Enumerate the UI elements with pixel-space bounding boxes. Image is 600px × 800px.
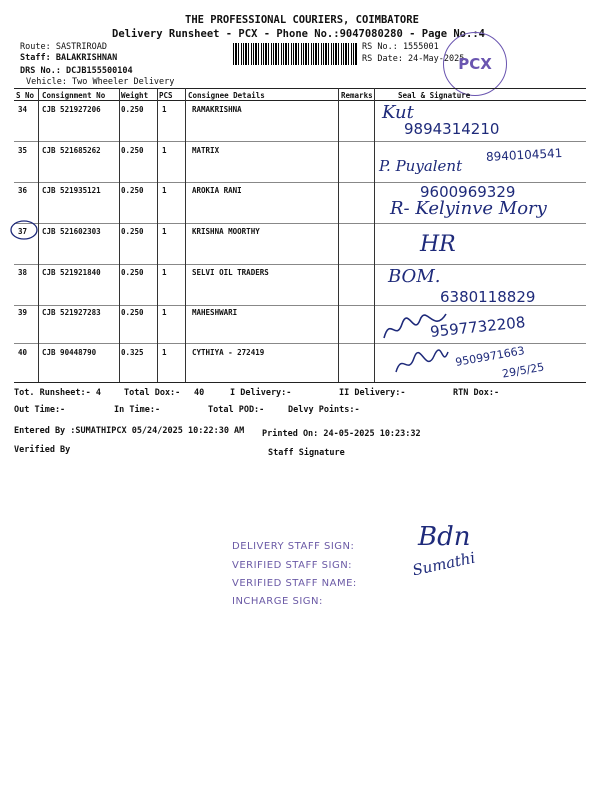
delvy-points: Delvy Points:- — [288, 405, 360, 415]
table-row-cno: CJB 521935121 — [42, 186, 101, 195]
total-pod: Total POD:- — [208, 405, 265, 415]
table-row-pcs: 1 — [162, 308, 167, 317]
stamp-signature: Bdn — [418, 522, 471, 552]
table-row-cno: CJB 521927206 — [42, 105, 101, 114]
table-row-cno: CJB 521602303 — [42, 227, 101, 236]
table-row-weight: 0.325 — [121, 348, 144, 357]
handwritten-signature: P. Puyalent — [379, 157, 463, 175]
table-row-weight: 0.250 — [121, 268, 144, 277]
table-top-border — [14, 88, 586, 89]
table-row-consignee: AROKIA RANI — [192, 186, 242, 195]
table-bottom-border — [14, 382, 586, 383]
vehicle-label: Vehicle: Two Wheeler Delivery — [26, 77, 175, 87]
runsheet-subtitle: Delivery Runsheet - PCX - Phone No.:9047080280 - Page No.:4 — [112, 28, 485, 40]
table-row-sno: 38 — [18, 268, 28, 277]
table-row-cno: CJB 521921840 — [42, 268, 101, 277]
table-row-weight: 0.250 — [121, 146, 144, 155]
ii-delivery: II Delivery:- — [339, 388, 406, 398]
table-row-pcs: 1 — [162, 146, 167, 155]
rs-date: RS Date: 24-May-2025 — [362, 54, 465, 64]
handwritten-signature: HR — [420, 232, 456, 257]
handwritten-signature: BOM. — [388, 266, 441, 287]
handwritten-date: 29/5/25 — [501, 360, 546, 381]
col-consignment: Consignment No — [42, 91, 106, 100]
table-row-pcs: 1 — [162, 186, 167, 195]
table-row-cno: CJB 90448790 — [42, 348, 97, 357]
table-row-pcs: 1 — [162, 105, 167, 114]
stamp-verified-staff-name: VERIFIED STAFF NAME: — [232, 578, 357, 589]
i-delivery: I Delivery:- — [230, 388, 292, 398]
pcx-stamp: PCX — [443, 32, 507, 96]
tot-runsheet: Tot. Runsheet:- 4 — [14, 388, 101, 398]
handwritten-signature: R- Kelyinve Mory — [390, 198, 547, 219]
table-row-sno: 39 — [18, 308, 28, 317]
table-row-weight: 0.250 — [121, 186, 144, 195]
handwritten-phone: 9597732208 — [429, 313, 527, 341]
out-time: Out Time:- — [14, 405, 66, 415]
handwritten-signature: Kut — [382, 102, 414, 123]
table-row-pcs: 1 — [162, 348, 167, 357]
table-row-cno: CJB 521927283 — [42, 308, 101, 317]
table-row-weight: 0.250 — [121, 308, 144, 317]
entered-by: Entered By :SUMATHIPCX 05/24/2025 10:22:30 AM — [14, 426, 245, 436]
stamp-incharge-sign: INCHARGE SIGN: — [232, 596, 323, 607]
table-row-consignee: SELVI OIL TRADERS — [192, 268, 269, 277]
table-row-sno: 35 — [18, 146, 28, 155]
staff-label: Staff: BALAKRISHNAN — [20, 53, 118, 63]
stamp-delivery-staff-sign: DELIVERY STAFF SIGN: — [232, 541, 355, 552]
barcode — [233, 43, 357, 65]
verified-by: Verified By — [14, 445, 71, 455]
handwritten-phone: 9894314210 — [404, 120, 500, 138]
handwritten-phone: 8940104541 — [485, 146, 563, 164]
table-row-consignee: CYTHIYA - 272419 — [192, 348, 265, 357]
table-row-sno: 37 — [18, 227, 28, 236]
route-label: Route: SASTRIROAD — [20, 42, 107, 52]
table-row-sno: 36 — [18, 186, 28, 195]
table-row-weight: 0.250 — [121, 105, 144, 114]
table-row-consignee: RAMAKRISHNA — [192, 105, 242, 114]
col-consignee: Consignee Details — [188, 91, 265, 100]
total-dox-label: Total Dox:- — [124, 388, 181, 398]
table-row-pcs: 1 — [162, 227, 167, 236]
total-dox-value: 40 — [194, 388, 205, 398]
printed-on: Printed On: 24-05-2025 10:23:32 — [262, 429, 421, 439]
stamp-signature-name: Sumathi — [410, 548, 477, 580]
table-row-weight: 0.250 — [121, 227, 144, 236]
stamp-verified-staff-sign: VERIFIED STAFF SIGN: — [232, 560, 353, 571]
table-row-consignee: MATRIX — [192, 146, 220, 155]
handwritten-phone: 9509971663 — [454, 344, 526, 369]
scribble-signature-icon — [390, 346, 450, 380]
staff-signature-label: Staff Signature — [268, 448, 345, 458]
table-row-consignee: KRISHNA MOORTHY — [192, 227, 260, 236]
handwritten-phone: 9600969329 — [420, 183, 516, 201]
table-row-cno: CJB 521685262 — [42, 146, 101, 155]
table-row-pcs: 1 — [162, 268, 167, 277]
table-row-consignee: MAHESHWARI — [192, 308, 238, 317]
rs-no: RS No.: 1555001 — [362, 42, 439, 52]
table-header-border — [14, 100, 586, 101]
col-pcs: PCS — [159, 91, 173, 100]
company-title: THE PROFESSIONAL COURIERS, COIMBATORE — [185, 14, 419, 26]
table-row-sno: 40 — [18, 348, 28, 357]
circle-mark-icon — [9, 219, 39, 241]
handwritten-phone: 6380118829 — [440, 288, 536, 306]
col-sno: S No — [16, 91, 35, 100]
col-remarks: Remarks — [341, 91, 373, 100]
in-time: In Time:- — [114, 405, 161, 415]
drs-label: DRS No.: DCJB155500104 — [20, 66, 133, 76]
col-signature: Seal & Signature — [398, 91, 471, 100]
col-weight: Weight — [121, 91, 149, 100]
rtn-dox: RTN Dox:- — [453, 388, 500, 398]
table-row-sno: 34 — [18, 105, 28, 114]
